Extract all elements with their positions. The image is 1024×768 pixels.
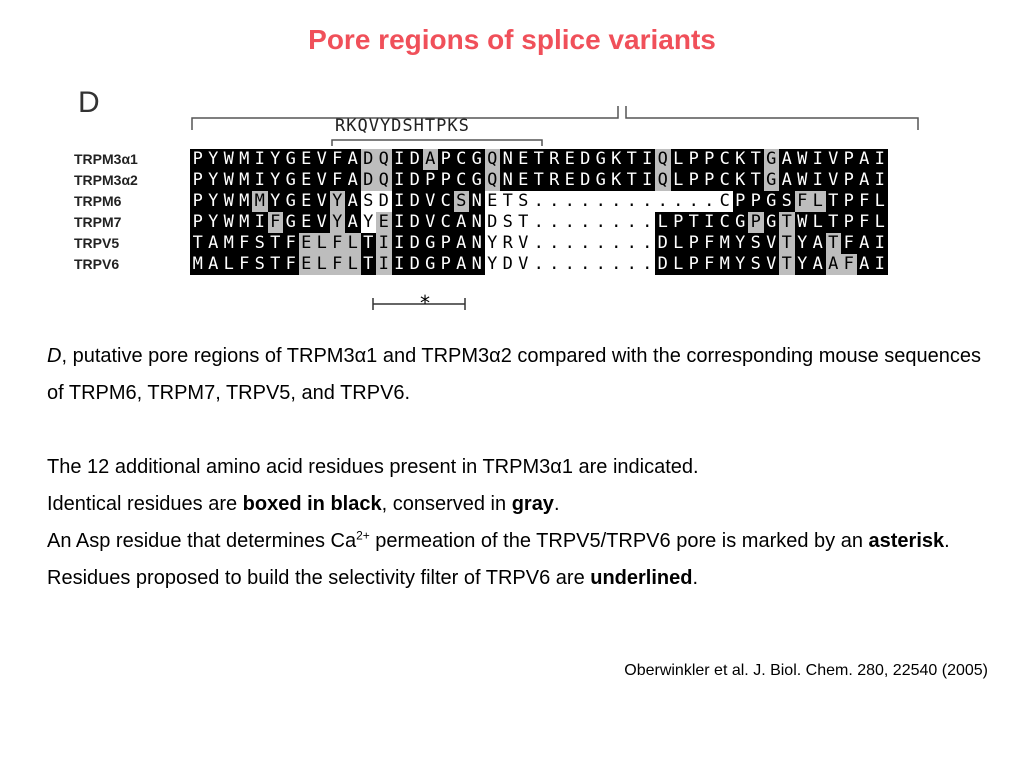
residue-cell: D (407, 212, 423, 233)
residue-cell: A (826, 254, 842, 275)
residue-cell: I (872, 254, 888, 275)
residue-cell: I (640, 149, 656, 170)
row-label: TRPM3α1 (74, 151, 138, 167)
residue-cell: T (826, 212, 842, 233)
caption-paragraph-2: The 12 additional amino acid residues present in TRPM3α1 are indicated. (47, 456, 699, 478)
residue-cell: A (454, 212, 470, 233)
residue-cell: I (872, 149, 888, 170)
residue-cell: A (345, 149, 361, 170)
residue-cell: Y (733, 233, 749, 254)
residue-cell: I (640, 170, 656, 191)
residue-cell: . (702, 191, 718, 212)
residue-cell: S (500, 212, 516, 233)
residue-cell: A (345, 170, 361, 191)
residue-cell: K (733, 170, 749, 191)
residue-cell: W (221, 212, 237, 233)
residue-cell: W (795, 149, 811, 170)
residue-cell: D (407, 233, 423, 254)
residue-cell: T (748, 149, 764, 170)
sequence-row (190, 212, 888, 233)
residue-cell: D (407, 149, 423, 170)
residue-cell: P (190, 170, 206, 191)
sequence-row (190, 254, 888, 275)
residue-cell: . (578, 191, 594, 212)
residue-cell: . (671, 191, 687, 212)
residue-cell: E (299, 149, 315, 170)
residue-cell: D (407, 191, 423, 212)
residue-cell: L (810, 212, 826, 233)
residue-cell: A (810, 233, 826, 254)
residue-cell: T (190, 233, 206, 254)
residue-cell: P (686, 170, 702, 191)
residue-cell: I (392, 254, 408, 275)
sequence-row (190, 233, 888, 254)
residue-cell: L (345, 254, 361, 275)
residue-cell: Y (268, 149, 284, 170)
residue-cell: Y (268, 170, 284, 191)
residue-cell: S (779, 191, 795, 212)
residue-cell: E (516, 149, 532, 170)
residue-cell: V (314, 149, 330, 170)
residue-cell: . (531, 212, 547, 233)
residue-cell: L (314, 233, 330, 254)
residue-cell: V (423, 191, 439, 212)
residue-cell: F (841, 233, 857, 254)
residue-cell: L (810, 191, 826, 212)
residue-cell: M (190, 254, 206, 275)
residue-cell: . (686, 191, 702, 212)
residue-cell: D (578, 149, 594, 170)
residue-cell: Y (361, 212, 377, 233)
residue-cell: T (748, 170, 764, 191)
residue-cell: P (438, 149, 454, 170)
panel-letter: D (78, 86, 100, 119)
residue-cell: A (206, 254, 222, 275)
residue-cell: N (469, 212, 485, 233)
residue-cell: . (593, 254, 609, 275)
residue-cell: M (221, 233, 237, 254)
residue-cell: P (748, 212, 764, 233)
sequence-row (190, 149, 888, 170)
residue-cell: S (748, 233, 764, 254)
residue-cell: . (655, 191, 671, 212)
residue-cell: G (764, 191, 780, 212)
residue-cell: P (190, 212, 206, 233)
residue-cell: T (686, 212, 702, 233)
residue-cell: T (500, 191, 516, 212)
residue-cell: G (593, 170, 609, 191)
residue-cell: I (392, 149, 408, 170)
residue-cell: . (531, 254, 547, 275)
row-label: TRPV6 (74, 256, 120, 272)
residue-cell: M (237, 212, 253, 233)
residue-cell: I (252, 212, 268, 233)
residue-cell: Y (206, 212, 222, 233)
residue-cell: D (361, 170, 377, 191)
residue-cell: K (609, 149, 625, 170)
residue-cell: T (531, 170, 547, 191)
residue-cell: Y (485, 233, 501, 254)
residue-cell: Y (330, 191, 346, 212)
residue-cell: A (857, 149, 873, 170)
row-label: TRPM6 (74, 193, 122, 209)
residue-cell: K (733, 149, 749, 170)
residue-cell: G (283, 170, 299, 191)
residue-cell: A (779, 149, 795, 170)
residue-cell: P (190, 149, 206, 170)
residue-cell: N (469, 254, 485, 275)
residue-cell: A (857, 170, 873, 191)
residue-cell: E (299, 191, 315, 212)
residue-cell: P (423, 170, 439, 191)
residue-cell: . (562, 212, 578, 233)
residue-cell: R (547, 149, 563, 170)
residue-cell: P (748, 191, 764, 212)
residue-cell: T (779, 233, 795, 254)
residue-cell: I (252, 170, 268, 191)
residue-cell: S (454, 191, 470, 212)
residue-cell: T (361, 233, 377, 254)
residue-cell: F (330, 170, 346, 191)
residue-cell: T (624, 170, 640, 191)
residue-cell: P (686, 233, 702, 254)
residue-cell: F (702, 254, 718, 275)
residue-cell: N (469, 233, 485, 254)
residue-cell: Q (376, 149, 392, 170)
slide-title: Pore regions of splice variants (308, 24, 716, 55)
residue-cell: P (190, 191, 206, 212)
residue-cell: . (531, 233, 547, 254)
residue-cell: L (671, 170, 687, 191)
residue-cell: E (299, 212, 315, 233)
residue-cell: P (841, 170, 857, 191)
asterisk-marker: * (419, 291, 432, 315)
residue-cell: N (469, 191, 485, 212)
row-label: TRPM7 (74, 214, 122, 230)
residue-cell: F (841, 254, 857, 275)
residue-cell: F (330, 149, 346, 170)
residue-cell: . (593, 191, 609, 212)
residue-cell: . (593, 233, 609, 254)
residue-cell: N (500, 149, 516, 170)
residue-cell: D (376, 191, 392, 212)
caption-paragraph-4: An Asp residue that determines $Ca^{2+}$ permeation of the TRPV5/TRPV6 pore is marked by an asterisk. Residues proposed to build the selectivity filter of TRPV6 are underlined. (47, 528, 950, 589)
row-label: TRPM3α2 (74, 172, 138, 188)
residue-cell: F (283, 233, 299, 254)
residue-cell: T (779, 212, 795, 233)
residue-cell: I (376, 233, 392, 254)
residue-cell: P (841, 212, 857, 233)
residue-cell: Y (330, 212, 346, 233)
residue-cell: . (624, 233, 640, 254)
residue-cell: E (562, 149, 578, 170)
residue-cell: I (252, 149, 268, 170)
residue-cell: E (299, 170, 315, 191)
residue-cell: Y (485, 254, 501, 275)
residue-cell: A (857, 233, 873, 254)
residue-cell: . (609, 233, 625, 254)
residue-cell: Y (795, 254, 811, 275)
residue-cell: Y (733, 254, 749, 275)
residue-cell: D (407, 170, 423, 191)
residue-cell: L (671, 254, 687, 275)
residue-cell: A (810, 254, 826, 275)
residue-cell: W (795, 212, 811, 233)
residue-cell: I (392, 170, 408, 191)
residue-cell: C (438, 191, 454, 212)
residue-cell: G (469, 170, 485, 191)
residue-cell: A (454, 254, 470, 275)
residue-cell: V (764, 233, 780, 254)
residue-cell: Q (485, 149, 501, 170)
residue-cell: Q (655, 149, 671, 170)
residue-cell: W (221, 191, 237, 212)
residue-cell: A (857, 254, 873, 275)
residue-cell: V (516, 254, 532, 275)
residue-cell: C (717, 170, 733, 191)
residue-cell: P (702, 149, 718, 170)
residue-cell: S (516, 191, 532, 212)
residue-cell: A (454, 233, 470, 254)
residue-cell: I (392, 191, 408, 212)
residue-cell: N (500, 170, 516, 191)
residue-cell: D (578, 170, 594, 191)
residue-cell: V (764, 254, 780, 275)
residue-cell: A (423, 149, 439, 170)
residue-cell: L (221, 254, 237, 275)
residue-cell: C (454, 170, 470, 191)
residue-cell: G (423, 254, 439, 275)
residue-cell: T (826, 191, 842, 212)
residue-cell: I (872, 233, 888, 254)
residue-cell: G (733, 212, 749, 233)
residue-cell: K (609, 170, 625, 191)
residue-cell: T (268, 254, 284, 275)
residue-cell: L (872, 191, 888, 212)
row-label: TRPV5 (74, 235, 120, 251)
residue-cell: P (686, 254, 702, 275)
residue-cell: E (485, 191, 501, 212)
residue-cell: . (531, 191, 547, 212)
residue-cell: E (562, 170, 578, 191)
residue-cell: I (702, 212, 718, 233)
residue-cell: M (252, 191, 268, 212)
residue-cell: S (748, 254, 764, 275)
residue-cell: . (624, 212, 640, 233)
residue-cell: I (392, 233, 408, 254)
residue-cell: P (671, 212, 687, 233)
residue-cell: A (345, 212, 361, 233)
residue-cell: . (640, 233, 656, 254)
residue-cell: P (438, 254, 454, 275)
residue-cell: V (423, 212, 439, 233)
residue-cell: Y (206, 170, 222, 191)
residue-cell: G (764, 170, 780, 191)
residue-cell: Q (485, 170, 501, 191)
residue-cell: F (283, 254, 299, 275)
residue-cell: S (252, 233, 268, 254)
residue-cell: . (640, 254, 656, 275)
residue-cell: P (841, 149, 857, 170)
alignment-figure (70, 78, 950, 318)
sequence-labels (74, 149, 138, 275)
residue-cell: G (764, 212, 780, 233)
residue-cell: A (345, 191, 361, 212)
residue-cell: D (655, 233, 671, 254)
residue-cell: G (764, 149, 780, 170)
residue-cell: G (593, 149, 609, 170)
residue-cell: P (438, 233, 454, 254)
residue-cell: . (593, 212, 609, 233)
residue-cell: W (795, 170, 811, 191)
residue-cell: V (826, 149, 842, 170)
residue-cell: G (283, 212, 299, 233)
residue-cell: F (268, 212, 284, 233)
residue-cell: T (624, 149, 640, 170)
residue-cell: M (237, 149, 253, 170)
caption-paragraph-3: Identical residues are boxed in black, conserved in gray. (47, 493, 560, 515)
residue-cell: T (268, 233, 284, 254)
residue-cell: R (500, 233, 516, 254)
residue-cell: Y (206, 191, 222, 212)
residue-cell: E (516, 170, 532, 191)
residue-cell: D (485, 212, 501, 233)
residue-cell: . (609, 254, 625, 275)
residue-cell: . (640, 191, 656, 212)
residue-cell: D (500, 254, 516, 275)
residue-cell: L (872, 212, 888, 233)
residue-cell: . (578, 254, 594, 275)
residue-cell: . (609, 212, 625, 233)
residue-cell: F (702, 233, 718, 254)
residue-cell: F (237, 233, 253, 254)
residue-cell: T (361, 254, 377, 275)
residue-cell: W (221, 170, 237, 191)
residue-cell: C (717, 191, 733, 212)
residue-cell: D (407, 254, 423, 275)
residue-cell: Q (376, 170, 392, 191)
caption-paragraph-1: D, putative pore regions of TRPM3α1 and TRPM3α2 compared with the corresponding mouse sequences of TRPM6, TRPM7, TRPV5, and TRPV6. (47, 345, 982, 404)
residue-cell: D (655, 254, 671, 275)
residue-cell: G (469, 149, 485, 170)
residue-cell: M (717, 233, 733, 254)
residue-cell: F (237, 254, 253, 275)
residue-cell: L (314, 254, 330, 275)
residue-cell: C (717, 212, 733, 233)
residue-cell: A (779, 170, 795, 191)
figure-caption (47, 338, 997, 597)
residue-cell: T (531, 149, 547, 170)
residue-cell: S (252, 254, 268, 275)
residue-cell: . (562, 191, 578, 212)
residue-cell: . (547, 212, 563, 233)
residue-cell: L (671, 233, 687, 254)
residue-cell: I (392, 212, 408, 233)
residue-cell: P (438, 170, 454, 191)
residue-cell: I (376, 254, 392, 275)
residue-cell: I (810, 170, 826, 191)
residue-cell: . (624, 254, 640, 275)
residue-cell: V (516, 233, 532, 254)
sequence-row (190, 191, 888, 212)
residue-cell: R (547, 170, 563, 191)
residue-cell: Y (206, 149, 222, 170)
residue-cell: E (299, 233, 315, 254)
residue-cell: G (283, 191, 299, 212)
residue-cell: . (562, 254, 578, 275)
residue-cell: M (237, 191, 253, 212)
residue-cell: I (872, 170, 888, 191)
residue-cell: . (640, 212, 656, 233)
residue-cell: P (686, 149, 702, 170)
residue-cell: V (314, 170, 330, 191)
residue-cell: W (221, 149, 237, 170)
residue-cell: T (826, 233, 842, 254)
residue-cell: V (826, 170, 842, 191)
residue-cell: I (810, 149, 826, 170)
residue-cell: . (562, 233, 578, 254)
residue-cell: . (609, 191, 625, 212)
residue-cell: . (624, 191, 640, 212)
sequence-alignment-grid (190, 149, 888, 275)
residue-cell: Y (268, 191, 284, 212)
residue-cell: M (717, 254, 733, 275)
residue-cell: E (299, 254, 315, 275)
residue-cell: M (237, 170, 253, 191)
residue-cell: P (841, 191, 857, 212)
residue-cell: P (733, 191, 749, 212)
residue-cell: . (547, 191, 563, 212)
residue-cell: G (283, 149, 299, 170)
residue-cell: F (795, 191, 811, 212)
residue-cell: Y (795, 233, 811, 254)
residue-cell: C (438, 212, 454, 233)
citation: Oberwinkler et al. J. Biol. Chem. 280, 22540 (2005) (624, 662, 988, 679)
residue-cell: T (779, 254, 795, 275)
residue-cell: D (361, 149, 377, 170)
residue-cell: L (655, 212, 671, 233)
residue-cell: A (206, 233, 222, 254)
residue-cell: Q (655, 170, 671, 191)
residue-cell: V (314, 212, 330, 233)
residue-cell: L (345, 233, 361, 254)
residue-cell: P (702, 170, 718, 191)
residue-cell: . (578, 212, 594, 233)
residue-cell: S (361, 191, 377, 212)
residue-cell: E (376, 212, 392, 233)
residue-cell: F (330, 233, 346, 254)
residue-cell: . (547, 254, 563, 275)
residue-cell: C (454, 149, 470, 170)
residue-cell: C (717, 149, 733, 170)
sequence-row (190, 170, 888, 191)
residue-cell: F (857, 191, 873, 212)
residue-cell: L (671, 149, 687, 170)
residue-cell: F (330, 254, 346, 275)
residue-cell: V (314, 191, 330, 212)
residue-cell: F (857, 212, 873, 233)
insert-sequence-label: RKQVYDSHTPKS (335, 116, 470, 136)
residue-cell: G (423, 233, 439, 254)
residue-cell: . (547, 233, 563, 254)
residue-cell: T (516, 212, 532, 233)
residue-cell: . (578, 233, 594, 254)
